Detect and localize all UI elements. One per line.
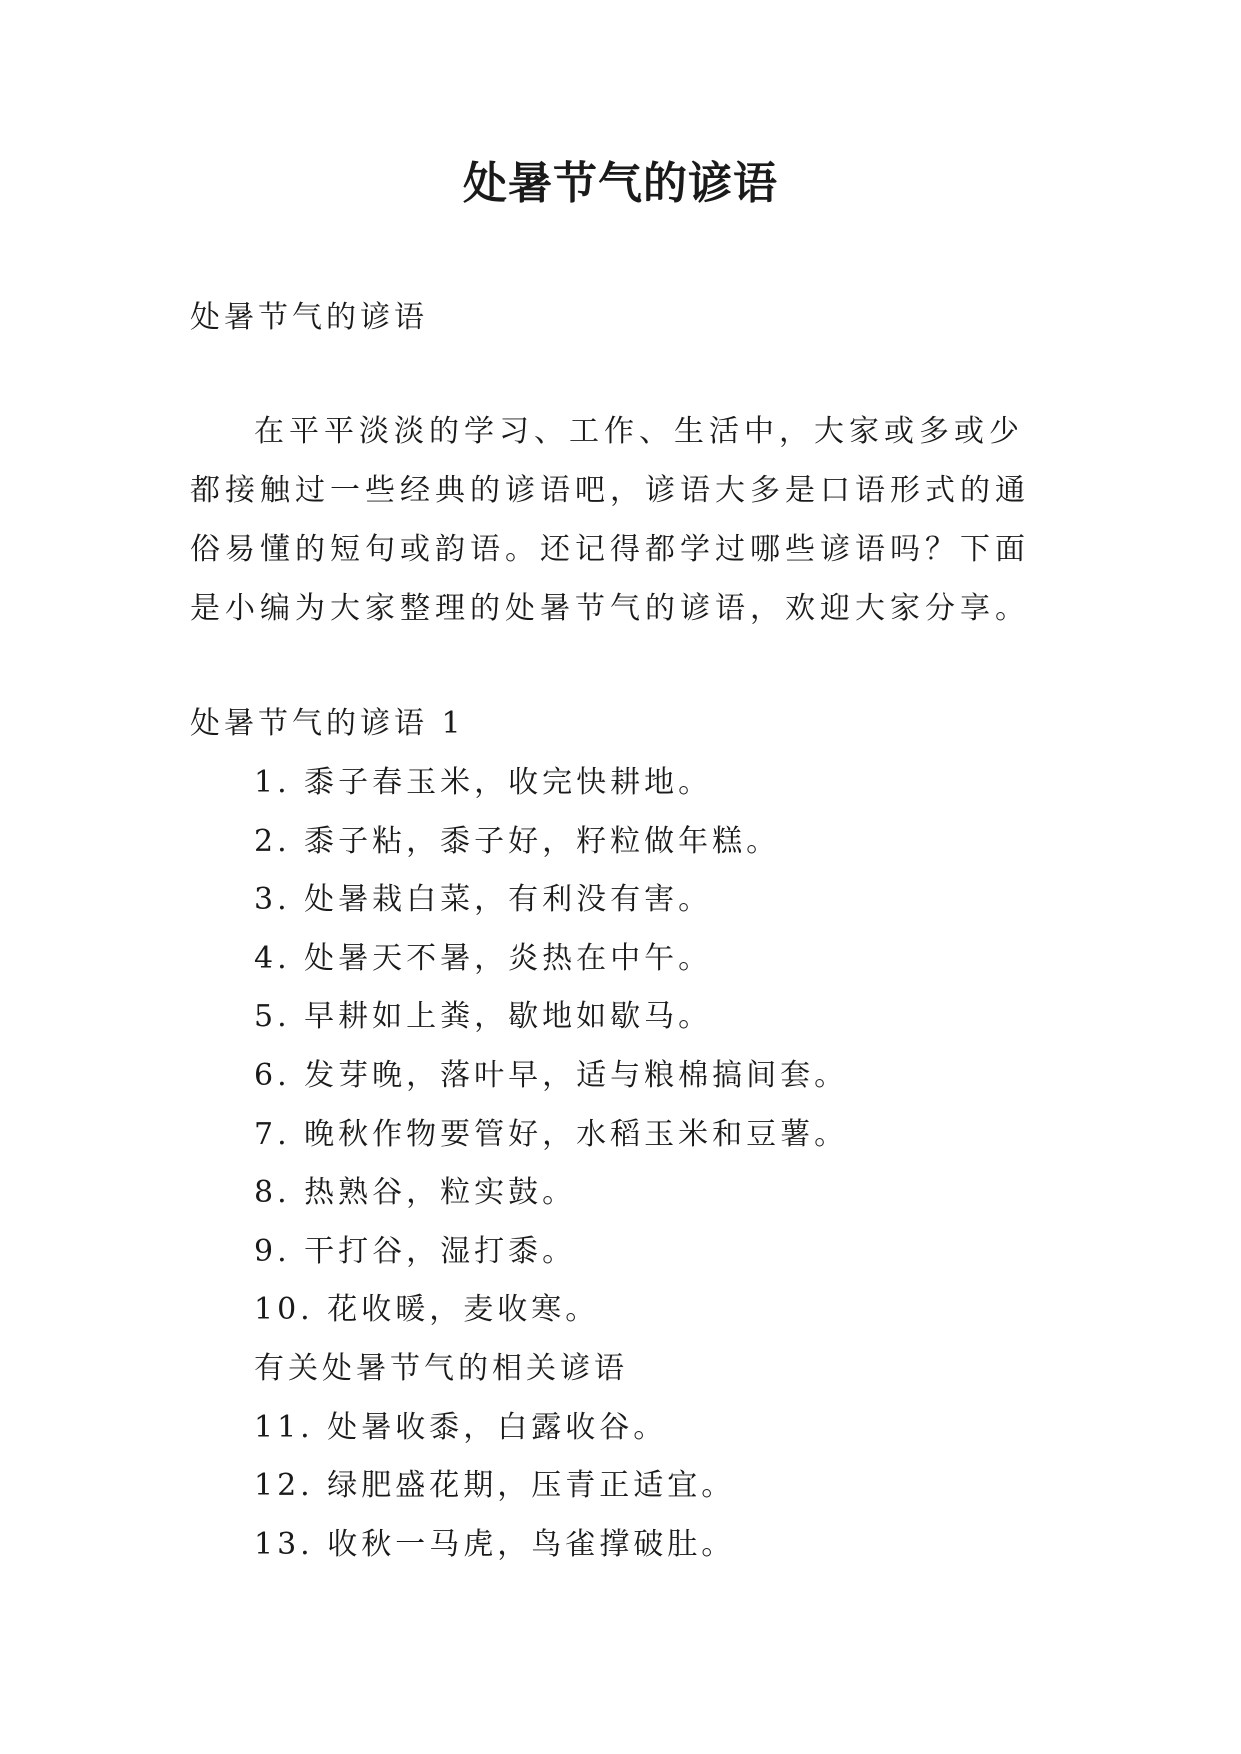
intro-paragraph: 在平平淡淡的学习、工作、生活中，大家或多或少都接触过一些经典的谚语吧，谚语大多是口语形式的通俗易懂的短句或韵语。还记得都学过哪些谚语吗？下面是小编为大家整理的处暑节气的谚语，欢迎大家分享。 xyxy=(190,414,1030,626)
proverb-line: 7. 晚秋作物要管好，水稻玉米和豆薯。 xyxy=(254,1116,849,1152)
proverb-line: 13. 收秋一马虎，鸟雀撑破肚。 xyxy=(254,1526,736,1562)
proverb-line: 5. 早耕如上粪，歇地如歇马。 xyxy=(254,999,713,1035)
proverb-line: 4. 处暑天不暑，炎热在中午。 xyxy=(254,940,713,976)
document-subtitle: 处暑节气的谚语 xyxy=(190,300,428,335)
subsection-heading: 有关处暑节气的相关谚语 xyxy=(254,1350,628,1386)
proverb-list xyxy=(254,754,1054,1574)
section-heading: 处暑节气的谚语 1 xyxy=(190,706,465,741)
proverb-line: 9. 干打谷，湿打黍。 xyxy=(254,1233,577,1269)
document-title: 处暑节气的谚语 xyxy=(463,158,778,209)
proverb-line: 6. 发芽晚，落叶早，适与粮棉搞间套。 xyxy=(254,1057,849,1093)
proverb-line: 3. 处暑栽白菜，有利没有害。 xyxy=(254,882,713,918)
proverb-line: 2. 黍子粘，黍子好，籽粒做年糕。 xyxy=(254,823,781,859)
proverb-line: 11. 处暑收黍，白露收谷。 xyxy=(254,1409,668,1445)
proverb-line: 12. 绿肥盛花期，压青正适宜。 xyxy=(254,1468,736,1504)
proverb-line: 10. 花收暖，麦收寒。 xyxy=(254,1292,600,1328)
proverb-line: 8. 热熟谷，粒实鼓。 xyxy=(254,1175,577,1211)
proverb-line: 1. 黍子春玉米，收完快耕地。 xyxy=(254,765,713,800)
